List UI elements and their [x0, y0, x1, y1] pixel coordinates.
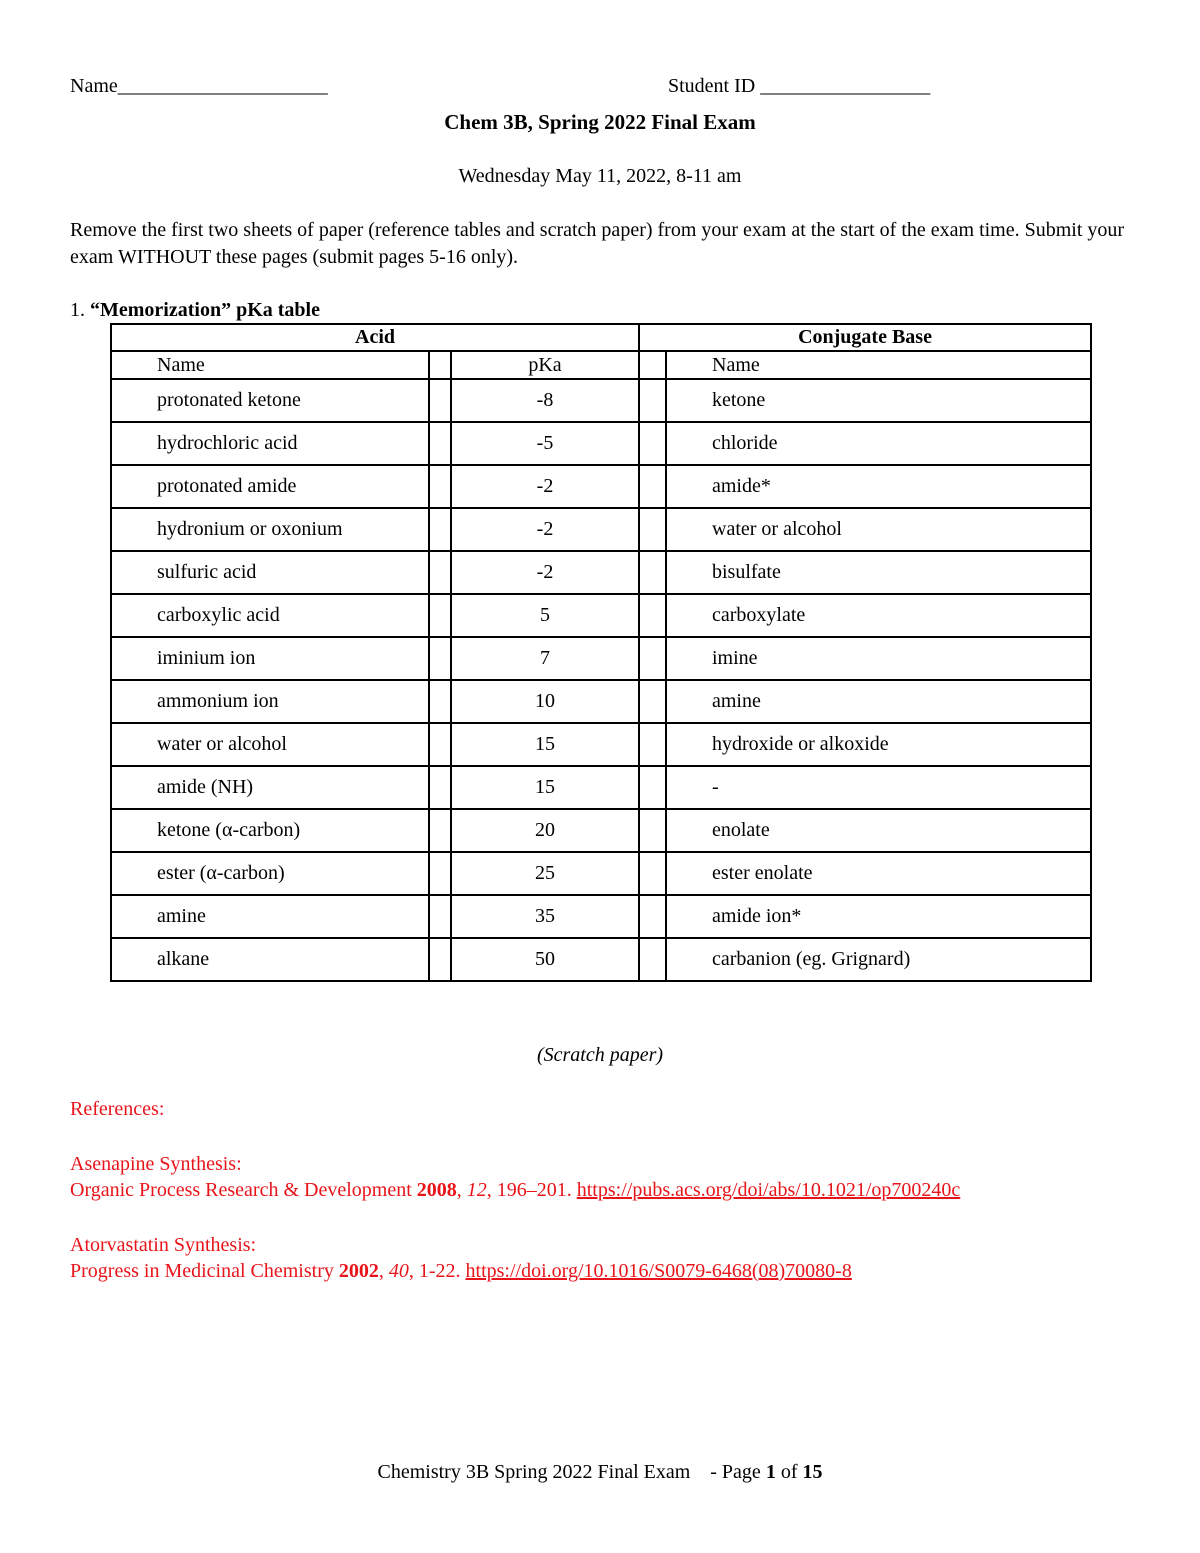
pka-column-header: pKa [451, 351, 639, 379]
spacer-cell [429, 508, 451, 551]
table-row [111, 379, 1091, 422]
conjugate-base-name-cell: ester enolate [666, 852, 1091, 895]
pka-table-body [111, 379, 1091, 981]
spacer-cell [429, 465, 451, 508]
spacer-cell [429, 766, 451, 809]
spacer-cell [639, 594, 666, 637]
footer-text: Chemistry 3B Spring 2022 Final Exam - Page [377, 1461, 766, 1483]
spacer-cell [429, 680, 451, 723]
table-row [111, 766, 1091, 809]
conjugate-base-name-cell: bisulfate [666, 551, 1091, 594]
table-row [111, 680, 1091, 723]
table-row [111, 895, 1091, 938]
acid-name-cell: amide (NH) [111, 766, 429, 809]
asenapine-reference-title: Asenapine Synthesis: [70, 1153, 242, 1175]
pka-value-cell: 5 [451, 594, 639, 637]
spacer-cell [639, 508, 666, 551]
spacer-cell [429, 938, 451, 981]
atorvastatin-journal: Progress in Medicinal Chemistry [70, 1260, 339, 1282]
acid-name-cell: sulfuric acid [111, 551, 429, 594]
acid-name-cell: amine [111, 895, 429, 938]
asenapine-doi-link[interactable]: https://pubs.acs.org/doi/abs/10.1021/op700240c [576, 1179, 961, 1201]
pka-value-cell: 10 [451, 680, 639, 723]
pka-value-cell: 25 [451, 852, 639, 895]
conjugate-base-name-cell: ketone [666, 379, 1091, 422]
student-id-field-label: Student ID _________________ [668, 75, 931, 97]
pka-value-cell: -8 [451, 379, 639, 422]
conjugate-base-name-cell: imine [666, 637, 1091, 680]
scratch-paper-label: (Scratch paper) [536, 1044, 664, 1066]
atorvastatin-pages: , 1-22. [408, 1260, 466, 1282]
acid-name-cell: water or alcohol [111, 723, 429, 766]
pka-value-cell: 20 [451, 809, 639, 852]
pka-table [110, 323, 1092, 982]
atorvastatin-citation [70, 1259, 852, 1283]
pka-value-cell: -2 [451, 465, 639, 508]
spacer-cell [639, 637, 666, 680]
acid-name-cell: carboxylic acid [111, 594, 429, 637]
spacer-cell [639, 938, 666, 981]
spacer-cell [429, 895, 451, 938]
spacer-cell [639, 852, 666, 895]
table-row [111, 809, 1091, 852]
acid-name-cell: alkane [111, 938, 429, 981]
spacer-cell [429, 422, 451, 465]
pka-value-cell: 50 [451, 938, 639, 981]
conjugate-base-name-cell: enolate [666, 809, 1091, 852]
pka-table-group-header [111, 324, 1091, 351]
acid-name-cell: protonated amide [111, 465, 429, 508]
conjugate-base-name-cell: hydroxide or alkoxide [666, 723, 1091, 766]
spacer-cell [639, 723, 666, 766]
spacer-cell [429, 637, 451, 680]
spacer-cell [429, 594, 451, 637]
spacer-cell [639, 680, 666, 723]
footer-of: of [775, 1461, 803, 1483]
spacer-cell [639, 809, 666, 852]
acid-name-cell: iminium ion [111, 637, 429, 680]
table-row [111, 465, 1091, 508]
table-row [111, 594, 1091, 637]
pka-value-cell: 7 [451, 637, 639, 680]
acid-name-cell: ammonium ion [111, 680, 429, 723]
pka-table-column-header [111, 351, 1091, 379]
asenapine-pages: , 196–201. [486, 1179, 577, 1201]
atorvastatin-year: 2002 [338, 1260, 379, 1282]
atorvastatin-volume: 40 [388, 1260, 409, 1282]
pka-value-cell: -5 [451, 422, 639, 465]
spacer-cell [639, 422, 666, 465]
spacer-cell [429, 809, 451, 852]
atorvastatin-reference-title: Atorvastatin Synthesis: [70, 1234, 257, 1256]
pka-value-cell: -2 [451, 551, 639, 594]
atorvastatin-doi-link[interactable]: https://doi.org/10.1016/S0079-6468(08)70080-8 [465, 1260, 852, 1282]
table-row [111, 938, 1091, 981]
conjugate-base-name-cell: amide ion* [666, 895, 1091, 938]
footer-page-number: 1 [765, 1461, 776, 1483]
exam-instructions: Remove the first two sheets of paper (reference tables and scratch paper) from your exam at the start of the exam time. Submit your exam WITHOUT these pages (submit pages 5-16 only). [70, 219, 1125, 268]
asenapine-volume: 12 [466, 1179, 487, 1201]
spacer-cell [429, 852, 451, 895]
exam-date: Wednesday May 11, 2022, 8-11 am [458, 165, 742, 187]
pka-value-cell: 15 [451, 766, 639, 809]
asenapine-separator: , [456, 1179, 467, 1201]
asenapine-year: 2008 [416, 1179, 457, 1201]
exam-title: Chem 3B, Spring 2022 Final Exam [444, 110, 756, 134]
pka-value-cell: 35 [451, 895, 639, 938]
question-number: 1. [70, 299, 90, 321]
pka-value-cell: -2 [451, 508, 639, 551]
footer-page-total: 15 [802, 1461, 823, 1483]
acid-name-cell: protonated ketone [111, 379, 429, 422]
base-name-column-header: Name [666, 351, 1091, 379]
spacer-cell [639, 766, 666, 809]
spacer-cell [429, 723, 451, 766]
acid-name-cell: hydrochloric acid [111, 422, 429, 465]
spacer-cell [639, 351, 666, 379]
spacer-cell [639, 895, 666, 938]
table-row [111, 852, 1091, 895]
spacer-cell [429, 551, 451, 594]
conjugate-base-name-cell: amine [666, 680, 1091, 723]
table-row [111, 551, 1091, 594]
asenapine-citation [70, 1178, 960, 1202]
conjugate-base-name-cell: carboxylate [666, 594, 1091, 637]
table-row [111, 508, 1091, 551]
page-footer [0, 1460, 1200, 1484]
conjugate-base-name-cell: water or alcohol [666, 508, 1091, 551]
conjugate-base-name-cell: amide* [666, 465, 1091, 508]
name-field-label: Name_____________________ [70, 75, 328, 97]
conjugate-base-header: Conjugate Base [639, 324, 1091, 351]
acid-name-column-header: Name [111, 351, 429, 379]
table-row [111, 723, 1091, 766]
table-row [111, 637, 1091, 680]
spacer-cell [639, 379, 666, 422]
pka-value-cell: 15 [451, 723, 639, 766]
conjugate-base-name-cell: chloride [666, 422, 1091, 465]
conjugate-base-name-cell: - [666, 766, 1091, 809]
spacer-cell [429, 351, 451, 379]
spacer-cell [639, 551, 666, 594]
atorvastatin-separator: , [378, 1260, 389, 1282]
spacer-cell [429, 379, 451, 422]
table-heading [70, 298, 320, 322]
acid-name-cell: ester (α-carbon) [111, 852, 429, 895]
acid-header: Acid [111, 324, 639, 351]
acid-name-cell: hydronium or oxonium [111, 508, 429, 551]
conjugate-base-name-cell: carbanion (eg. Grignard) [666, 938, 1091, 981]
references-label: References: [70, 1098, 165, 1120]
spacer-cell [639, 465, 666, 508]
table-row [111, 422, 1091, 465]
acid-name-cell: ketone (α-carbon) [111, 809, 429, 852]
asenapine-journal: Organic Process Research & Development [70, 1179, 417, 1201]
table-title: “Memorization” pKa table [90, 299, 320, 321]
